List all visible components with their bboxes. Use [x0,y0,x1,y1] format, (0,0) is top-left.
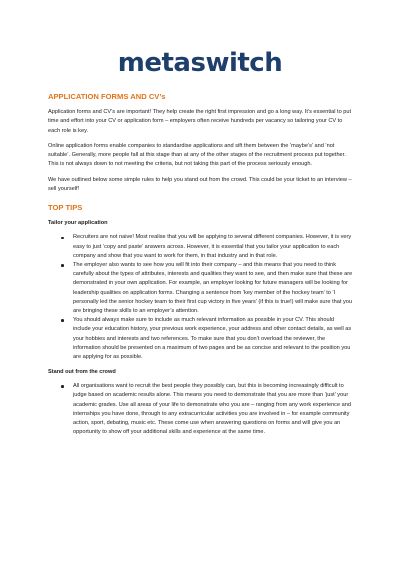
stand-out-tips-list [48,382,353,437]
list-item [48,382,353,437]
bullet-icon [61,319,64,322]
bullet-icon [61,385,64,388]
list-item [48,316,353,362]
list-item-text: You should always make sure to include as much relevant information as possible in your CV. This should include your education history, your previous work experience, your address and other contact details, as well as your hobbies and interests and two references. To make sure that you don’t overload the reviewer, the information should be presented on a maximum of two pages and be as concise and relevant to the position you are applying for as possible. [73,317,352,361]
online-forms-paragraph: Online application forms enable companies to standardise applications and sift them between the ‘maybe’s’ and ‘not suitable’. Generally, more people fall at this stage than at any of the other stages of the recruitment process put together. This is not always down to not meeting the criteria, but not taking this part of the process seriously enough. [48,142,346,168]
list-item-text: Recruiters are not naive! Most realise that you will be applying to several different companies. However, it is very easy to just ‘copy and paste’ answers across. However, it is essential that you tailor your application to each company and show that you want to work for them, in that industry and in that role. [73,234,352,259]
bullet-icon [61,264,64,267]
section-title-application-forms: APPLICATION FORMS AND CV’s [48,92,166,101]
list-item-text: The employer also wants to see how you will fit into their company – and this means that you need to think carefully about the types of attributes, interests and qualities they want to see, and then make sure that these are demonstrated in your own application. For example, an employer looking for future managers will be looking for leadership qualities on application forms. Changing a sentence from ‘key member of the hockey team’ to ‘I personally led the senior hockey team to their first cup victory in five years’ (if this is true!) will make sure that you are bringing these skills to an employer’s attention. [73,261,353,314]
section-title-top-tips: TOP TIPS [48,203,83,213]
subheading-tailor-application: Tailor your application [48,220,108,227]
document-body [48,92,353,442]
list-item [48,233,353,261]
list-item-text: All organisations want to recruit the best people they possibly can, but this is becoming increasingly difficult to judge based on academic results alone. This means you need to demonstrate that you are more than ‘just’ your academic grades. Use all areas of your life to demonstrate who you are – ranging from any work experience and internships you have done, through to any extracurricular activities you are involved in – for example community action, sport, debating, music etc. These come use when answering questions on forms and will give you an opportunity to show off your additional skills and experience at the same time. [73,383,351,436]
tailor-tips-list [48,233,353,362]
subheading-stand-out: Stand out from the crowd [48,369,116,376]
metaswitch-logo: metaswitch [117,48,283,78]
bullet-icon [61,237,64,240]
rules-paragraph: We have outlined below some simple rules to help you stand out from the crowd. This could be your ticket to an interview – sell yourself! [48,176,352,193]
intro-paragraph: Application forms and CV’s are important! They help create the right first impression and go a long way. It’s essential to put time and effort into your CV or application form – employers often receive hundreds per vacancy so tailoring your CV to each role is key. [48,109,352,134]
list-item [48,261,353,316]
